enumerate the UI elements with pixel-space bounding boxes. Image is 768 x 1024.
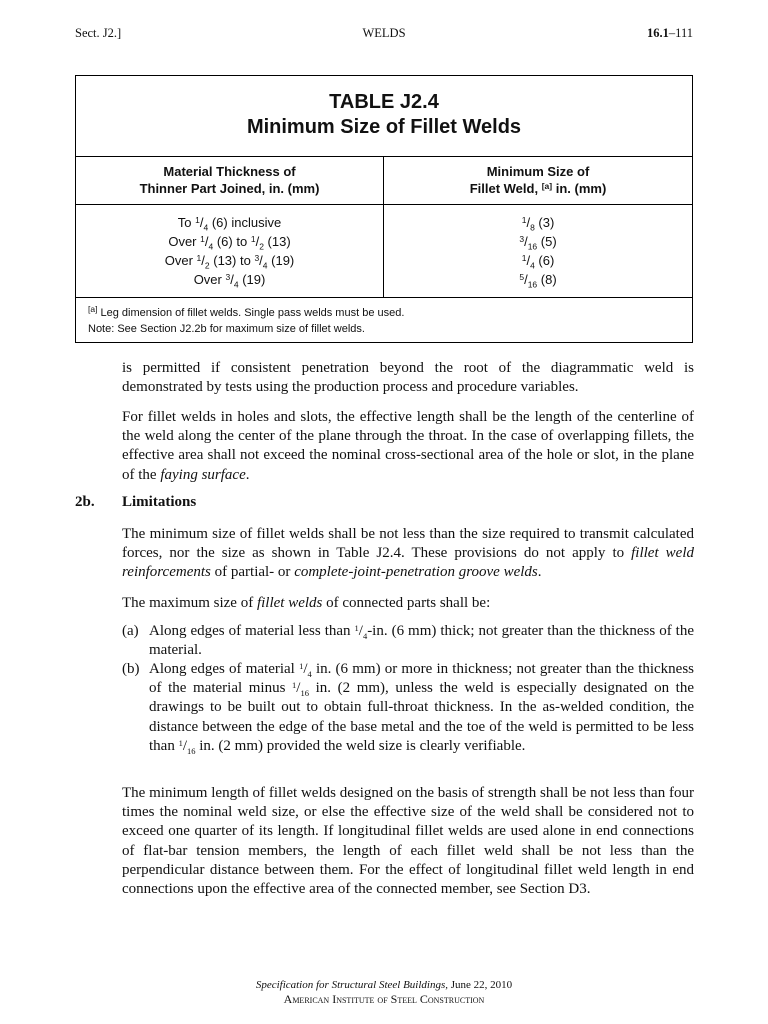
minimum-weld-size-2: $^3/_{16}$ (5) bbox=[519, 234, 557, 252]
fraction: $^1/_{16}$ bbox=[178, 737, 196, 756]
table-note: Note: See Section J2.2b for maximum size of fillet welds. bbox=[88, 323, 365, 335]
fraction: $^3/_{16}$ bbox=[519, 234, 538, 252]
table-notes bbox=[76, 298, 692, 337]
table-j2-4 bbox=[75, 75, 693, 343]
fraction: $^1/_4$ bbox=[354, 623, 368, 641]
thickness-range-2: Over $^1/_4$ (6) to $^1/_2$ (13) bbox=[168, 234, 291, 252]
header-section: Sect. J2.] bbox=[75, 25, 122, 40]
thickness-range-1: To $^1/_4$ (6) inclusive bbox=[177, 215, 282, 233]
fraction: $^3/_4$ bbox=[254, 253, 268, 271]
paragraph-maximum-size: The maximum size of fillet welds of connected parts shall be: bbox=[122, 595, 491, 611]
fraction: $^1/_4$ bbox=[299, 661, 312, 679]
section-title: Limitations bbox=[122, 494, 197, 510]
section-number: 2b. bbox=[75, 494, 95, 510]
table-body bbox=[76, 205, 692, 298]
running-header bbox=[75, 24, 693, 42]
column-header-material-thickness: Material Thickness of Thinner Part Joined, in. (mm) bbox=[76, 157, 384, 204]
minimum-weld-size-1: $^1/_8$ (3) bbox=[521, 215, 555, 233]
fraction: $^5/_{16}$ bbox=[519, 272, 538, 290]
footer-spec-title: Specification for Structural Steel Buildings, June 22, 2010 bbox=[255, 979, 513, 991]
fraction: $^1/_{16}$ bbox=[292, 680, 309, 699]
minimum-weld-size-4: $^5/_{16}$ (8) bbox=[519, 272, 557, 290]
fraction: $^1/_4$ bbox=[200, 234, 214, 252]
fraction: $^1/_4$ bbox=[521, 253, 535, 271]
fraction: $^3/_4$ bbox=[225, 272, 239, 290]
paragraph-penetration: is permitted if consistent penetration beyond the root of the diagrammatic weld is demonstrated by tests using the production process and procedure variables. bbox=[122, 360, 694, 396]
thickness-range-4: Over $^3/_4$ (19) bbox=[193, 272, 266, 290]
table-column-headers bbox=[76, 157, 692, 205]
minimum-weld-size-3: $^1/_4$ (6) bbox=[521, 253, 555, 271]
column-material-thickness bbox=[76, 205, 384, 297]
fraction: $^1/_8$ bbox=[521, 215, 535, 233]
table-footnote-a: [a] Leg dimension of fillet welds. Single pass welds must be used. bbox=[88, 304, 405, 319]
header-title: WELDS bbox=[362, 25, 406, 40]
fraction: $^1/_2$ bbox=[196, 253, 210, 271]
column-minimum-size bbox=[384, 205, 692, 297]
footer-publisher: American Institute of Steel Construction bbox=[283, 992, 485, 1006]
fraction: $^1/_4$ bbox=[195, 215, 209, 233]
paragraph-holes-slots: For fillet welds in holes and slots, the effective length shall be the length of the centerline of the weld along the center of the plane through the throat. In the case of overlapping fillets, the effective area shall not exceed the nominal cross-sectional area of the hole or slot, in the plane of the faying surface. bbox=[122, 409, 694, 483]
column-header-minimum-size: Minimum Size of Fillet Weld, [a] in. (mm) bbox=[469, 164, 607, 196]
fraction: $^1/_2$ bbox=[250, 234, 264, 252]
page-footer bbox=[0, 978, 768, 1006]
thickness-range-3: Over $^1/_2$ (13) to $^3/_4$ (19) bbox=[164, 253, 295, 271]
table-title: TABLE J2.4 Minimum Size of Fillet Welds bbox=[76, 76, 692, 157]
header-page-number: 16.1–111 bbox=[647, 25, 693, 40]
section-heading-limitations bbox=[75, 494, 693, 514]
paragraph-minimum-size: The minimum size of fillet welds shall be not less than the size required to transmit calculated forces, nor the size as shown in Table J2.4. These provisions do not apply to fillet weld reinforcements of partial- or complete-joint-penetration groove welds. bbox=[122, 526, 694, 581]
paragraph-minimum-length: The minimum length of fillet welds designed on the basis of strength shall be not less than four times the nominal weld size, or else the effective size of the weld shall be considered not to exceed one quarter of its length. If longitudinal fillet welds are used alone in end connections of flat-bar tension members, the length of each fillet weld shall be not less than the perpendicular distance between them. For the effect of longitudinal fillet weld length in end connections upon the effective area of the connected member, see Section D3. bbox=[122, 785, 694, 898]
list-item-a: (a) Along edges of material less than $^1/_4-in$. (6 mm) thick; not greater than the thickness of the material. bbox=[122, 623, 694, 659]
list-item-b: (b) Along edges of material $^1/_4$ in. (6 mm) or more in thickness; not greater than the thickness of the material minus $^1/_{16}$ in. (2 mm), unless the weld is especially designated on the drawings to be built out to obtain full-throat thickness. In the as-welded condition, the distance between the edge of the base metal and the toe of the weld is permitted to be less than $^1/_{16}$ in. (2 mm) provided the weld size is clearly verifiable. bbox=[122, 661, 695, 756]
